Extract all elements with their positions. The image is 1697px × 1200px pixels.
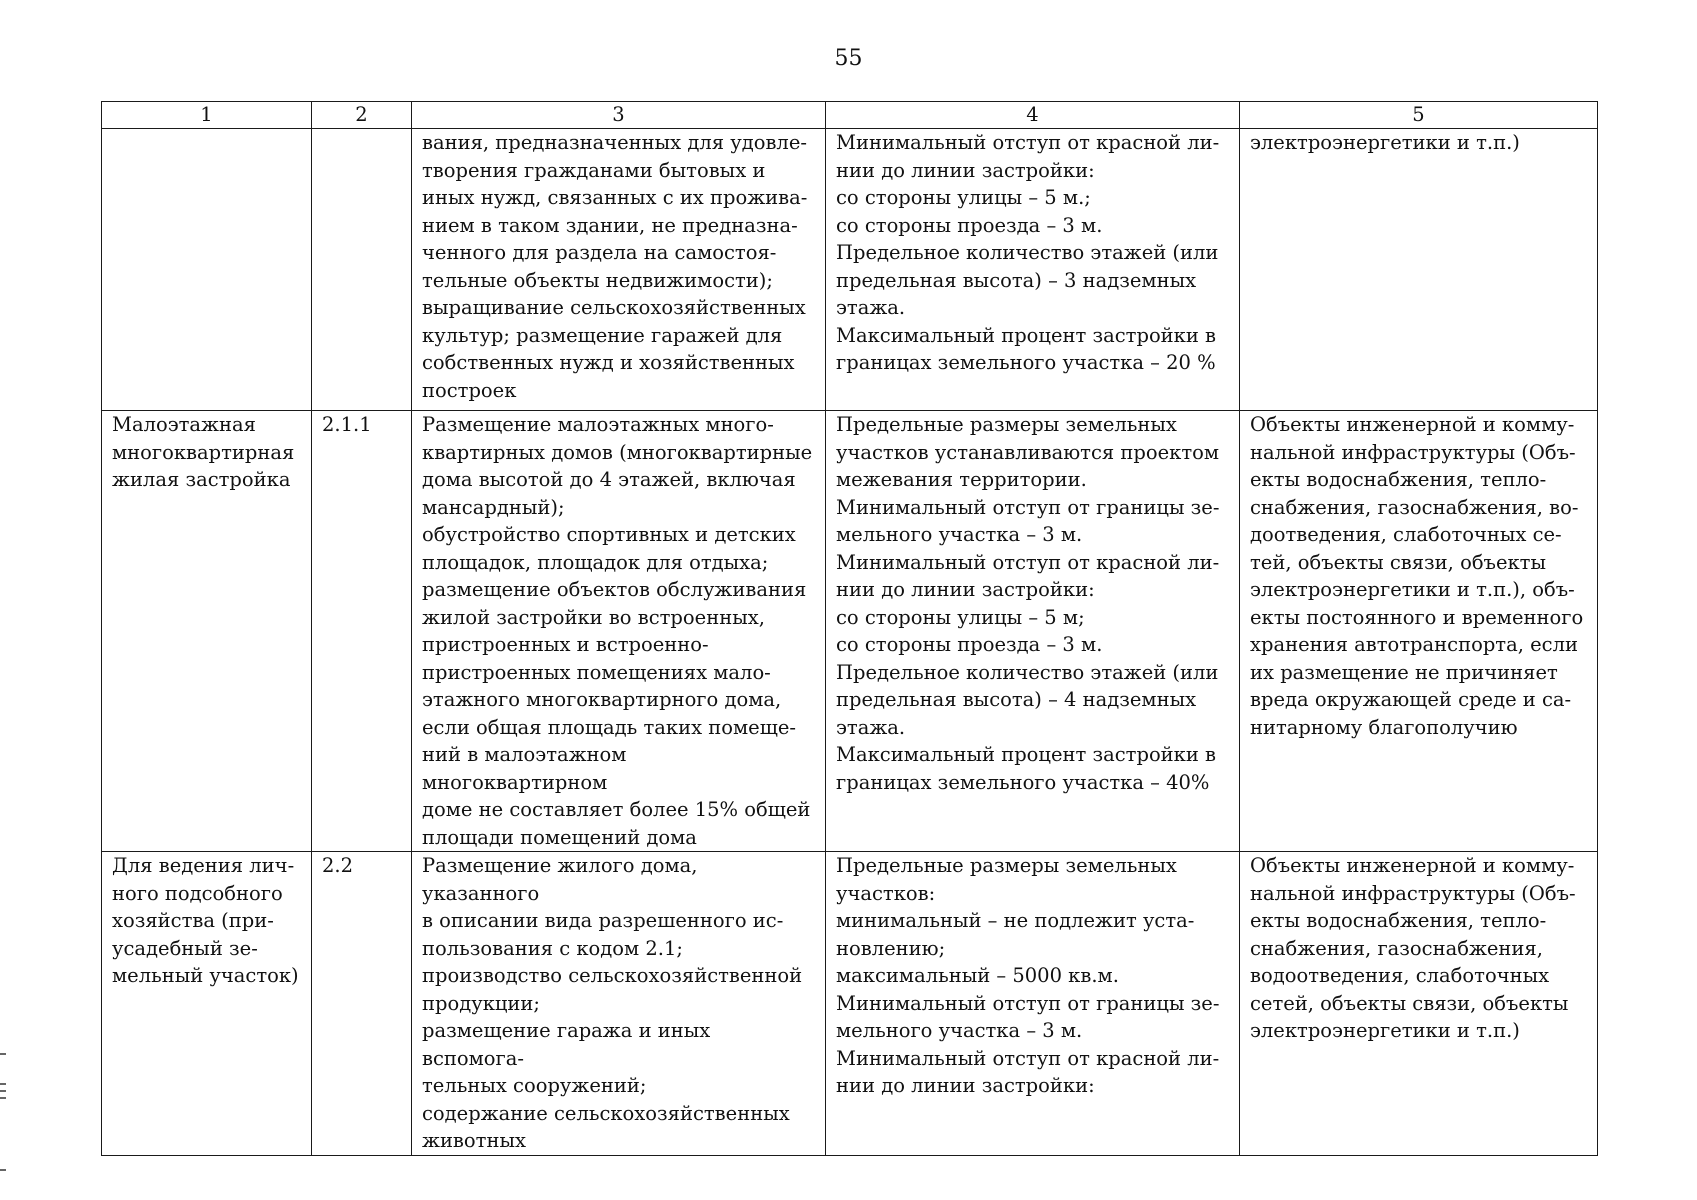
auxiliary-uses-cell: электроэнергетики и т.п.) xyxy=(1240,129,1598,411)
table-row xyxy=(102,411,1598,852)
parameters-cell: Минимальный отступ от красной ли- нии до линии застройки: со стороны улицы – 5 м.; со стороны проезда – 3 м. Предельное количество этажей (или предельная высота) – 3 надземных этажа. Максимальный процент застройки в границах земельного участка – 20 % xyxy=(826,129,1240,411)
use-code-cell xyxy=(312,129,412,411)
header-row xyxy=(102,102,1598,129)
column-header-1: 1 xyxy=(102,102,312,129)
column-header-5: 5 xyxy=(1240,102,1598,129)
scan-edge-mark xyxy=(0,1083,6,1085)
parameters-cell: Предельные размеры земельных участков: минимальный – не подлежит уста- новлению; максимальный – 5000 кв.м. Минимальный отступ от границы зе- мельного участка – 3 м. Минимальный отступ от красной ли- нии до линии застройки: xyxy=(826,852,1240,1156)
table-row xyxy=(102,852,1598,1156)
auxiliary-uses-cell: Объекты инженерной и комму- нальной инфраструктуры (Объ- екты водоснабжения, тепло- снабжения, газоснабжения, водоотведения, слаботочных сетей, объекты связи, объекты электроэнергетики и т.п.) xyxy=(1240,852,1598,1156)
scan-edge-mark xyxy=(0,1053,6,1055)
scan-edge-mark xyxy=(0,1090,6,1092)
column-header-2: 2 xyxy=(312,102,412,129)
column-header-4: 4 xyxy=(826,102,1240,129)
table-row xyxy=(102,129,1598,411)
auxiliary-uses-cell: Объекты инженерной и комму- нальной инфраструктуры (Объ- екты водоснабжения, тепло- снабжения, газоснабжения, во- доотведения, слаботочных се- тей, объекты связи, объекты электроэнергетики и т.п.), объ- екты постоянного и временного хранения автотранспорта, если их размещение не причиняет вреда окружающей среде и са- нитарному благополучию xyxy=(1240,411,1598,852)
use-description-cell: Размещение малоэтажных много- квартирных домов (многоквартирные дома высотой до 4 этажей, включая мансардный); обустройство спортивных и детских площадок, площадок для отдыха; размещение объектов обслуживания жилой застройки во встроенных, пристроенных и встроенно- пристроенных помещениях мало- этажного многоквартирного дома, если общая площадь таких помеще- ний в малоэтажном многоквартирном доме не составляет более 15% общей площади помещений дома xyxy=(412,411,826,852)
use-description-cell: Размещение жилого дома, указанного в описании вида разрешенного ис- пользования с кодом 2.1; производство сельскохозяйственной продукции; размещение гаража и иных вспомога- тельных сооружений; содержание сельскохозяйственных животных xyxy=(412,852,826,1156)
scan-edge-mark xyxy=(0,1097,6,1099)
use-description-cell: вания, предназначенных для удовле- творения гражданами бытовых и иных нужд, связанных с их прожива- нием в таком здании, не предназна- ченного для раздела на самостоя- тельные объекты недвижимости); выращивание сельскохозяйственных культур; размещение гаражей для собственных нужд и хозяйственных построек xyxy=(412,129,826,411)
use-name-cell: Для ведения лич- ного подсобного хозяйства (при- усадебный зе- мельный участок) xyxy=(102,852,312,1156)
use-name-cell: Малоэтажная многоквартирная жилая застройка xyxy=(102,411,312,852)
use-name-cell xyxy=(102,129,312,411)
parameters-cell: Предельные размеры земельных участков устанавливаются проектом межевания территории. Минимальный отступ от границы зе- мельного участка – 3 м. Минимальный отступ от красной ли- нии до линии застройки: со стороны улицы – 5 м; со стороны проезда – 3 м. Предельное количество этажей (или предельная высота) – 4 надземных этажа. Максимальный процент застройки в границах земельного участка – 40% xyxy=(826,411,1240,852)
use-code-cell: 2.2 xyxy=(312,852,412,1156)
land-use-table xyxy=(101,101,1598,1156)
use-code-cell: 2.1.1 xyxy=(312,411,412,852)
scan-edge-mark xyxy=(0,1169,6,1171)
column-header-3: 3 xyxy=(412,102,826,129)
page-number: 55 xyxy=(834,46,863,71)
